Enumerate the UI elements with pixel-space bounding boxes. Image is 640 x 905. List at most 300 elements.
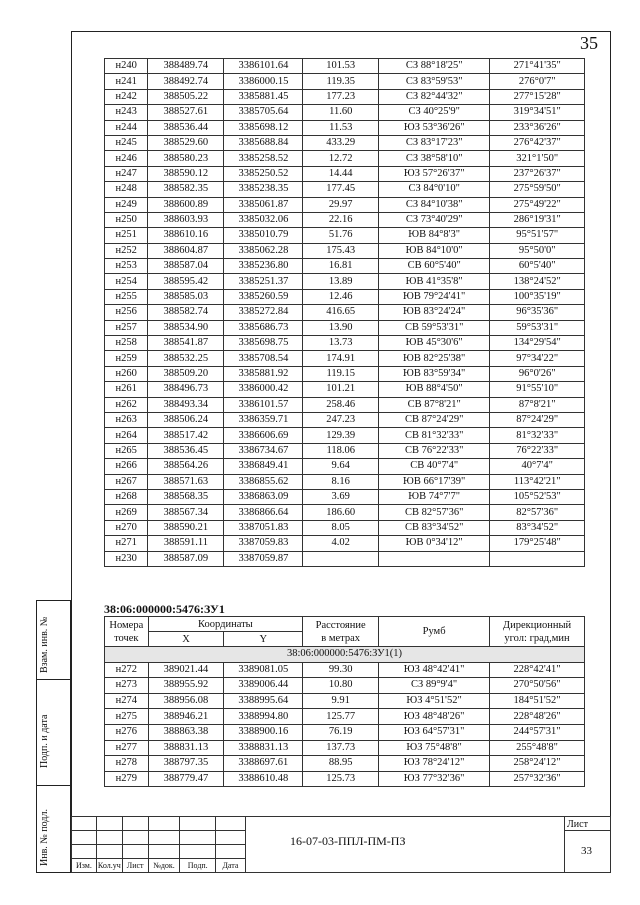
table-cell: 271°41'35" <box>490 59 585 74</box>
table-cell: 3388831.13 <box>224 740 303 756</box>
table-cell: н241 <box>105 74 148 89</box>
table-cell: 87°8'21" <box>490 397 585 412</box>
table-cell: 388496.73 <box>148 382 224 397</box>
table-cell: 175.43 <box>303 243 379 258</box>
table-cell: 81°32'33" <box>490 428 585 443</box>
table-cell: 8.16 <box>303 474 379 489</box>
table-row <box>105 693 585 709</box>
table-row <box>105 366 585 381</box>
table-cell: н240 <box>105 59 148 74</box>
table-cell: 388600.89 <box>148 197 224 212</box>
table-cell: 3386000.15 <box>224 74 303 89</box>
table-cell: ЮВ 41°35'8" <box>378 274 489 289</box>
table-cell: 388505.22 <box>148 89 224 104</box>
table-cell: ЮЗ 48°48'26" <box>379 709 490 725</box>
table-cell: 13.90 <box>303 320 379 335</box>
table-cell: 11.60 <box>303 105 379 120</box>
table-cell: н277 <box>105 740 149 756</box>
table-cell: н273 <box>105 678 149 694</box>
table-cell: 118.06 <box>303 443 379 458</box>
table-cell: 179°25'48" <box>490 536 585 551</box>
h-dist-1: Расстояние <box>315 619 366 631</box>
table-cell: 184°51'52" <box>490 693 585 709</box>
table-cell: н275 <box>105 709 149 725</box>
stamp-list: Лист <box>122 859 148 873</box>
table-cell: СВ 76°22'33" <box>378 443 489 458</box>
table-cell: ЮВ 66°17'39" <box>378 474 489 489</box>
table-cell: н266 <box>105 459 148 474</box>
table-cell: 3385881.45 <box>224 89 303 104</box>
table-cell: 237°26'37" <box>490 166 585 181</box>
section-title: 38:06:000000:5476:ЗУ1 <box>104 602 225 616</box>
table-cell: ЮЗ 48°42'41" <box>379 662 490 678</box>
table-cell: 59°53'31" <box>490 320 585 335</box>
table-cell: н268 <box>105 489 148 504</box>
table-cell: н252 <box>105 243 148 258</box>
table-row <box>105 740 585 756</box>
table-cell: СЗ 84°0'10" <box>378 182 489 197</box>
table-cell: 87°24'29" <box>490 412 585 427</box>
table-cell: 3388994.80 <box>224 709 303 725</box>
table-cell: 257°32'36" <box>490 771 585 787</box>
table-cell: 51.76 <box>303 228 379 243</box>
table-cell: н276 <box>105 724 149 740</box>
h-coords: Координаты <box>148 617 303 632</box>
table-cell <box>303 551 379 566</box>
table-cell: 319°34'51" <box>490 105 585 120</box>
table-cell: 388610.16 <box>148 228 224 243</box>
table-row <box>105 166 585 181</box>
table-cell: 76°22'33" <box>490 443 585 458</box>
sheet-number: 33 <box>581 845 592 857</box>
table-cell: 60°5'40" <box>490 259 585 274</box>
table-cell: 83°34'52" <box>490 520 585 535</box>
coordinates-table-zu1 <box>104 616 585 787</box>
table-cell: 388536.44 <box>148 120 224 135</box>
h-rumb: Румб <box>379 617 490 647</box>
table-cell: 321°1'50" <box>490 151 585 166</box>
table-cell: 244°57'31" <box>490 724 585 740</box>
table-row <box>105 428 585 443</box>
table-row <box>105 59 585 74</box>
table-row <box>105 678 585 694</box>
table-cell: н264 <box>105 428 148 443</box>
table-cell: 11.53 <box>303 120 379 135</box>
table-row <box>105 412 585 427</box>
table-cell: н247 <box>105 166 148 181</box>
table-cell: СЗ 73°40'29" <box>378 212 489 227</box>
table-cell: 388492.74 <box>148 74 224 89</box>
table-cell: н251 <box>105 228 148 243</box>
table-cell: СВ 81°32'33" <box>378 428 489 443</box>
side-label-podp: Подп. и дата <box>39 714 50 768</box>
table-cell: 13.89 <box>303 274 379 289</box>
table-cell: 177.45 <box>303 182 379 197</box>
table-cell: 276°42'37" <box>490 135 585 150</box>
table-cell: н257 <box>105 320 148 335</box>
table-row <box>105 274 585 289</box>
table-cell: н244 <box>105 120 148 135</box>
table-cell: 97°34'22" <box>490 351 585 366</box>
table-cell: ЮЗ 57°26'37" <box>378 166 489 181</box>
table-row <box>105 289 585 304</box>
table-cell: н267 <box>105 474 148 489</box>
table-cell: н260 <box>105 366 148 381</box>
table-cell: 105°52'53" <box>490 489 585 504</box>
table-cell: СЗ 40°25'9" <box>378 105 489 120</box>
table-cell: 100°35'19" <box>490 289 585 304</box>
table-row <box>105 474 585 489</box>
table-cell: 233°36'26" <box>490 120 585 135</box>
table-cell: 22.16 <box>303 212 379 227</box>
table-cell: 388590.12 <box>148 166 224 181</box>
table-cell: н279 <box>105 771 149 787</box>
table-cell: 388536.45 <box>148 443 224 458</box>
table-cell: 3385251.37 <box>224 274 303 289</box>
table-row <box>105 305 585 320</box>
table-cell: н249 <box>105 197 148 212</box>
table-row <box>105 105 585 120</box>
table-cell: ЮЗ 75°48'8" <box>379 740 490 756</box>
table-cell: н255 <box>105 289 148 304</box>
table-cell: ЮВ 83°24'24" <box>378 305 489 320</box>
table-cell: 416.65 <box>303 305 379 320</box>
table-cell: СЗ 83°17'23" <box>378 135 489 150</box>
stamp-izm: Изм. <box>72 859 97 873</box>
table-cell: 3385062.28 <box>224 243 303 258</box>
table-cell: 388564.26 <box>148 459 224 474</box>
h-y: Y <box>224 632 303 647</box>
table-cell: 3385688.84 <box>224 135 303 150</box>
table-cell: 3385250.52 <box>224 166 303 181</box>
table-cell: ЮВ 45°30'6" <box>378 336 489 351</box>
table-cell: 286°19'31" <box>490 212 585 227</box>
table-cell: 388831.13 <box>148 740 224 756</box>
table-cell: ЮЗ 4°51'52" <box>379 693 490 709</box>
table-cell: н230 <box>105 551 148 566</box>
table-cell: 3385708.54 <box>224 351 303 366</box>
table-cell: 388595.42 <box>148 274 224 289</box>
table-cell: н243 <box>105 105 148 120</box>
table-cell: СЗ 82°44'32" <box>378 89 489 104</box>
table-cell: 96°0'26" <box>490 366 585 381</box>
table-row <box>105 397 585 412</box>
table-cell: 119.35 <box>303 74 379 89</box>
table-cell <box>378 551 489 566</box>
table-cell: СВ 87°24'29" <box>378 412 489 427</box>
document-code: 16-07-03-ППЛ-ПМ-ПЗ <box>290 834 406 848</box>
table-cell: ЮВ 82°25'38" <box>378 351 489 366</box>
table-row <box>105 89 585 104</box>
table-cell: 3386855.62 <box>224 474 303 489</box>
table-cell: 3385686.73 <box>224 320 303 335</box>
table-row <box>105 336 585 351</box>
table-cell: 101.21 <box>303 382 379 397</box>
table-cell: н274 <box>105 693 149 709</box>
table-cell: ЮВ 0°34'12" <box>378 536 489 551</box>
table-cell: 186.60 <box>303 505 379 520</box>
table-cell: 3386606.69 <box>224 428 303 443</box>
table-cell: 388590.21 <box>148 520 224 535</box>
table-cell: 388541.87 <box>148 336 224 351</box>
table-cell: 129.39 <box>303 428 379 443</box>
table-cell: 3385881.92 <box>224 366 303 381</box>
table-cell: 3385032.06 <box>224 212 303 227</box>
table-cell: 388506.24 <box>148 412 224 427</box>
table-cell: 388779.47 <box>148 771 224 787</box>
table-row <box>105 489 585 504</box>
table-row <box>105 709 585 725</box>
table-cell: 3385705.64 <box>224 105 303 120</box>
table-cell: 228°42'41" <box>490 662 585 678</box>
table-cell: н261 <box>105 382 148 397</box>
table-cell: СЗ 88°18'25" <box>378 59 489 74</box>
table-cell: 174.91 <box>303 351 379 366</box>
table-cell: 3385260.59 <box>224 289 303 304</box>
table-cell: 3389081.05 <box>224 662 303 678</box>
table-cell: 3385698.12 <box>224 120 303 135</box>
table-cell: 388797.35 <box>148 756 224 772</box>
table-row <box>105 662 585 678</box>
table-row <box>105 382 585 397</box>
table-cell: ЮЗ 64°57'31" <box>379 724 490 740</box>
table-cell: 388517.42 <box>148 428 224 443</box>
table-cell: 258.46 <box>303 397 379 412</box>
table-cell: 275°59'50" <box>490 182 585 197</box>
table-cell: н278 <box>105 756 149 772</box>
table-cell: 3385061.87 <box>224 197 303 212</box>
table-cell: 3.69 <box>303 489 379 504</box>
table-cell: 99.30 <box>303 662 379 678</box>
stamp-ndok: №док. <box>148 859 180 873</box>
stamp-data: Дата <box>216 859 246 873</box>
table-cell: 388568.35 <box>148 489 224 504</box>
table-cell: 388493.34 <box>148 397 224 412</box>
table-row <box>105 151 585 166</box>
table-cell: 388489.74 <box>148 59 224 74</box>
table-cell: 276°0'7" <box>490 74 585 89</box>
table-cell: 113°42'21" <box>490 474 585 489</box>
table-cell: 3385238.35 <box>224 182 303 197</box>
h-angle-1: Дирекционный <box>502 619 572 631</box>
table-row <box>105 536 585 551</box>
h-points-2: точек <box>114 632 139 644</box>
table-row <box>105 459 585 474</box>
table-cell: н271 <box>105 536 148 551</box>
table-cell: СВ 82°57'36" <box>378 505 489 520</box>
table-cell: 138°24'52" <box>490 274 585 289</box>
table-row <box>105 243 585 258</box>
table-cell: 4.02 <box>303 536 379 551</box>
table-cell: 14.44 <box>303 166 379 181</box>
table-cell: 388571.63 <box>148 474 224 489</box>
table-row <box>105 771 585 787</box>
table-cell: н270 <box>105 520 148 535</box>
table-cell: 40°7'4" <box>490 459 585 474</box>
table-cell: 8.05 <box>303 520 379 535</box>
table-cell: 388955.92 <box>148 678 224 694</box>
table-cell: 125.73 <box>303 771 379 787</box>
table-cell: 388585.03 <box>148 289 224 304</box>
table-cell: 3388697.61 <box>224 756 303 772</box>
table-cell: СЗ 84°10'38" <box>378 197 489 212</box>
table-cell: 76.19 <box>303 724 379 740</box>
table-cell: н263 <box>105 412 148 427</box>
table-cell: 3386000.42 <box>224 382 303 397</box>
table-cell: 3386101.57 <box>224 397 303 412</box>
table-cell: 389021.44 <box>148 662 224 678</box>
table-cell: 91°55'10" <box>490 382 585 397</box>
table-cell: 3389006.44 <box>224 678 303 694</box>
table-cell: ЮВ 79°24'41" <box>378 289 489 304</box>
table-cell: 12.72 <box>303 151 379 166</box>
table-cell: 13.73 <box>303 336 379 351</box>
table-cell: СЗ 83°59'53" <box>378 74 489 89</box>
table-cell: 388534.90 <box>148 320 224 335</box>
sub-header: 38:06:000000:5476:ЗУ1(1) <box>105 647 585 663</box>
table-cell: 228°48'26" <box>490 709 585 725</box>
table-cell: 88.95 <box>303 756 379 772</box>
table-cell: 101.53 <box>303 59 379 74</box>
table-row <box>105 756 585 772</box>
table-cell: 277°15'28" <box>490 89 585 104</box>
table-cell: 177.23 <box>303 89 379 104</box>
table-cell: 3385010.79 <box>224 228 303 243</box>
table-cell: 388527.61 <box>148 105 224 120</box>
table-cell: СВ 83°34'52" <box>378 520 489 535</box>
table-cell: н262 <box>105 397 148 412</box>
table-cell: н265 <box>105 443 148 458</box>
table-cell: 388509.20 <box>148 366 224 381</box>
table-cell: СВ 40°7'4" <box>378 459 489 474</box>
table-cell: 3386849.41 <box>224 459 303 474</box>
h-points-1: Номера <box>109 619 144 631</box>
table-row <box>105 505 585 520</box>
stamp-podp: Подп. <box>180 859 216 873</box>
table-cell: 3386734.67 <box>224 443 303 458</box>
table-cell: 270°50'56" <box>490 678 585 694</box>
table-row <box>105 212 585 227</box>
h-angle-2: угол: град,мин <box>504 632 570 644</box>
table-cell: СЗ 38°58'10" <box>378 151 489 166</box>
table-cell: 3388995.64 <box>224 693 303 709</box>
table-cell: ЮВ 74°7'7" <box>378 489 489 504</box>
table-cell: 3385272.84 <box>224 305 303 320</box>
table-cell: 3387059.87 <box>224 551 303 566</box>
table-cell: ЮВ 83°59'34" <box>378 366 489 381</box>
table-cell: н258 <box>105 336 148 351</box>
table-cell: 275°49'22" <box>490 197 585 212</box>
table-cell: 388582.35 <box>148 182 224 197</box>
table-cell: 3385236.80 <box>224 259 303 274</box>
table-cell: 9.91 <box>303 693 379 709</box>
table-row <box>105 351 585 366</box>
table-cell: н253 <box>105 259 148 274</box>
table-cell: 29.97 <box>303 197 379 212</box>
table-cell: 255°48'8" <box>490 740 585 756</box>
table-row <box>105 228 585 243</box>
table-cell: 3388610.48 <box>224 771 303 787</box>
stamp-kol: Кол.уч <box>96 859 122 873</box>
table-row <box>105 551 585 566</box>
table-cell: н256 <box>105 305 148 320</box>
table-cell: 137.73 <box>303 740 379 756</box>
table-cell: 12.46 <box>303 289 379 304</box>
table-cell: 3386101.64 <box>224 59 303 74</box>
table-cell: СВ 60°5'40" <box>378 259 489 274</box>
table-cell: 388863.38 <box>148 724 224 740</box>
table-cell: н248 <box>105 182 148 197</box>
table-cell: 388580.23 <box>148 151 224 166</box>
table-row <box>105 182 585 197</box>
table-cell: 95°50'0" <box>490 243 585 258</box>
table-cell: 3386866.64 <box>224 505 303 520</box>
table-cell: 3387059.83 <box>224 536 303 551</box>
table-cell: 125.77 <box>303 709 379 725</box>
table-cell: 96°35'36" <box>490 305 585 320</box>
table-cell: 16.81 <box>303 259 379 274</box>
table-cell: н242 <box>105 89 148 104</box>
table-cell: 258°24'12" <box>490 756 585 772</box>
table-cell: 388956.08 <box>148 693 224 709</box>
table-cell: 388532.25 <box>148 351 224 366</box>
table-cell: 119.15 <box>303 366 379 381</box>
table-cell: 433.29 <box>303 135 379 150</box>
table-cell: ЮВ 84°10'0" <box>378 243 489 258</box>
table-cell: 388587.09 <box>148 551 224 566</box>
table-cell: 3385258.52 <box>224 151 303 166</box>
table-cell: СВ 59°53'31" <box>378 320 489 335</box>
table-cell: н250 <box>105 212 148 227</box>
table-cell: 3387051.83 <box>224 520 303 535</box>
table-cell: н245 <box>105 135 148 150</box>
side-label-inv: Инв. № подл. <box>39 809 50 866</box>
table-cell: 388946.21 <box>148 709 224 725</box>
table-cell: н254 <box>105 274 148 289</box>
table-cell: ЮЗ 77°32'36" <box>379 771 490 787</box>
table-cell: 134°29'54" <box>490 336 585 351</box>
table-cell: СВ 87°8'21" <box>378 397 489 412</box>
table-cell: н259 <box>105 351 148 366</box>
table-cell: 388591.11 <box>148 536 224 551</box>
table-cell: н269 <box>105 505 148 520</box>
table-row <box>105 320 585 335</box>
page-number-top: 35 <box>580 33 598 53</box>
table-cell: 388604.87 <box>148 243 224 258</box>
table-cell: 388529.60 <box>148 135 224 150</box>
table-cell: 3385698.75 <box>224 336 303 351</box>
table-cell: н272 <box>105 662 149 678</box>
table-cell: ЮЗ 53°36'26" <box>378 120 489 135</box>
table-cell: 82°57'36" <box>490 505 585 520</box>
table-cell: 10.80 <box>303 678 379 694</box>
table-cell: 388603.93 <box>148 212 224 227</box>
table-row <box>105 74 585 89</box>
table-cell: 9.64 <box>303 459 379 474</box>
table-cell: ЮВ 88°4'50" <box>378 382 489 397</box>
h-dist-2: в метрах <box>321 632 361 644</box>
sheet-label: Лист <box>567 819 588 830</box>
table-cell: 388567.34 <box>148 505 224 520</box>
table-cell: ЮЗ 78°24'12" <box>379 756 490 772</box>
table-cell: 388587.04 <box>148 259 224 274</box>
table-cell: 95°51'57" <box>490 228 585 243</box>
table-cell: 247.23 <box>303 412 379 427</box>
table-cell: н246 <box>105 151 148 166</box>
table-cell: 388582.74 <box>148 305 224 320</box>
table-row <box>105 443 585 458</box>
table-row <box>105 120 585 135</box>
